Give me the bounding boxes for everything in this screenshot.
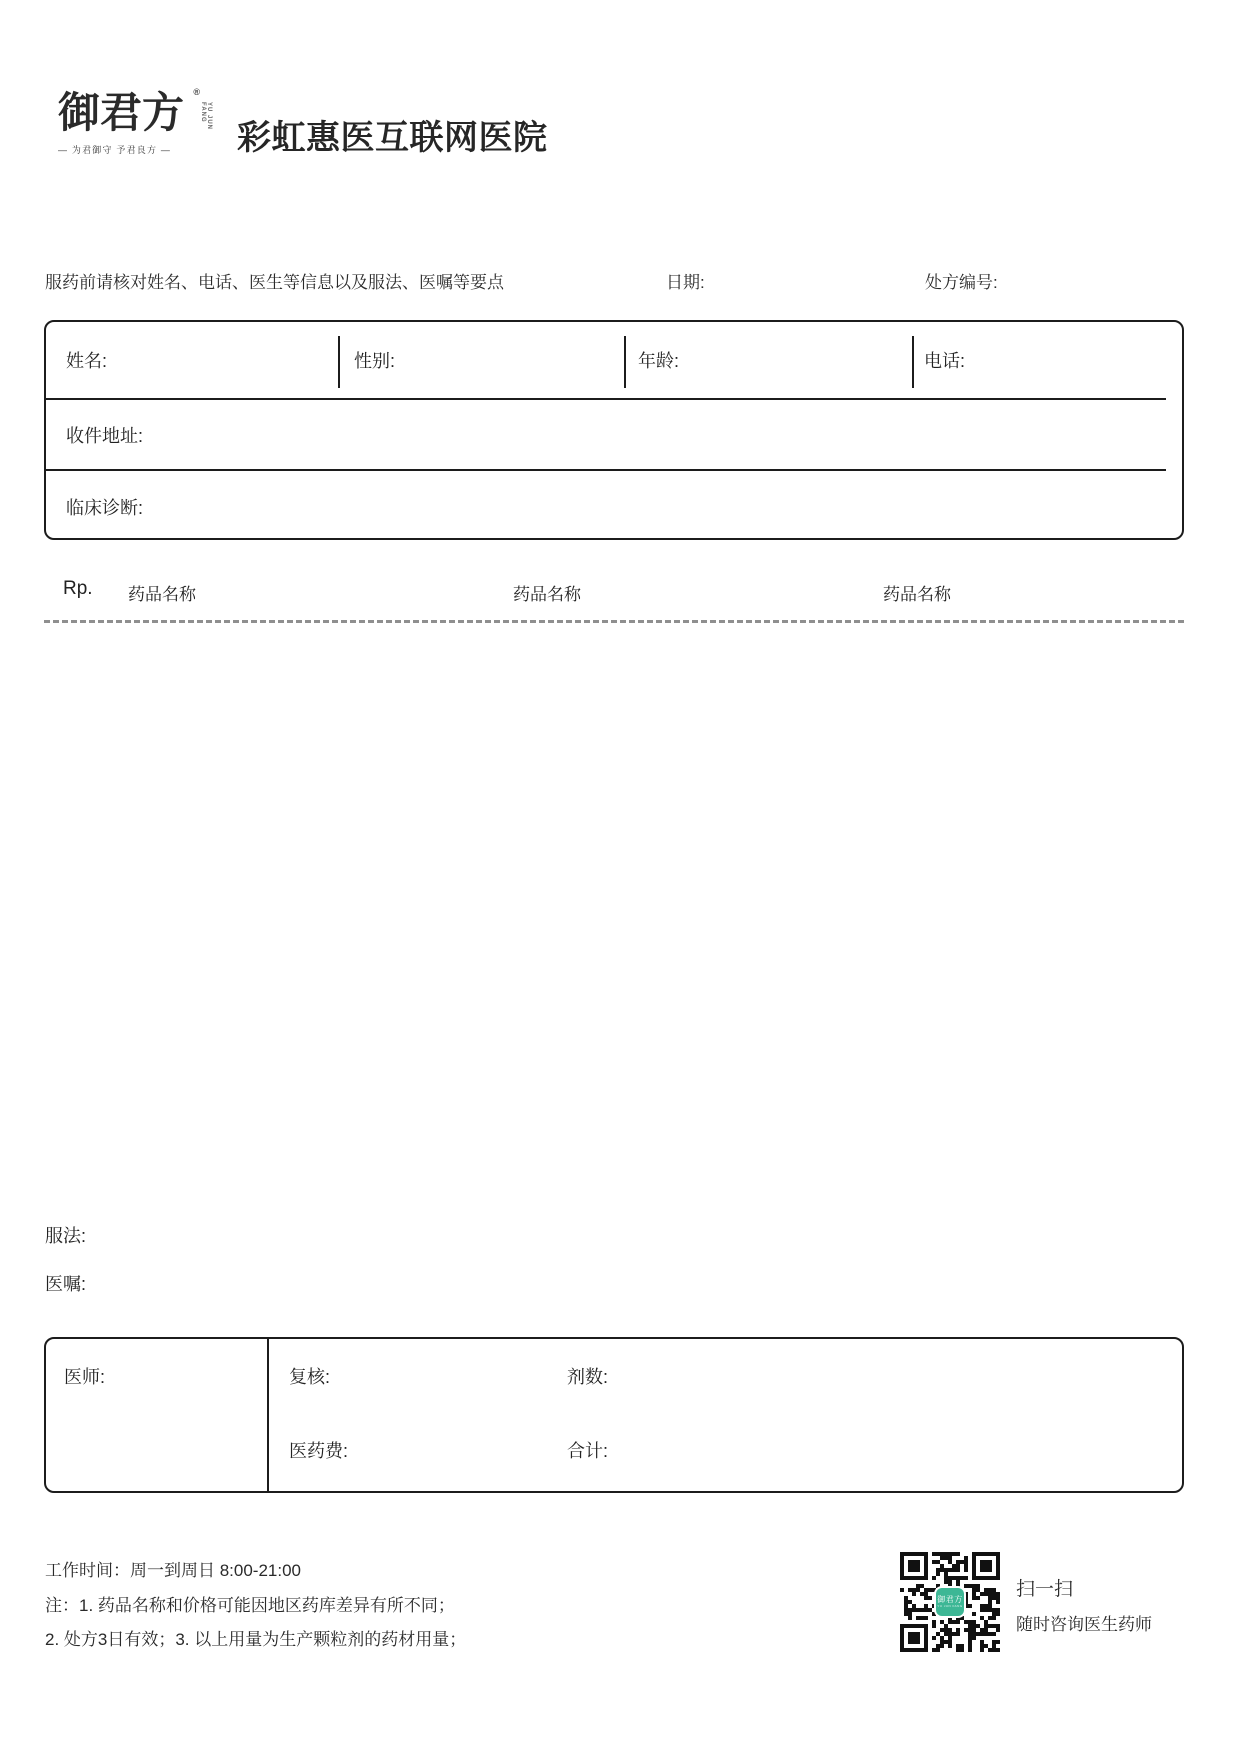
- signoff-right-panel: [269, 1339, 1182, 1491]
- qr-scan-label: 扫一扫: [1016, 1579, 1074, 1600]
- patient-row-basic: [46, 322, 1182, 398]
- footer-note-2: 2. 处方3日有效；3. 以上用量为生产颗粒剂的药材用量；: [45, 1630, 467, 1649]
- registered-trademark-icon: ®: [193, 87, 200, 97]
- hospital-title: 彩虹惠医互联网医院: [237, 119, 548, 157]
- signoff-row-1: [289, 1363, 1182, 1389]
- doses-label: 剂数:: [567, 1367, 609, 1387]
- brand-wordmark: 御君方: [58, 88, 185, 137]
- drug-name-column-2: 药品名称: [513, 585, 581, 604]
- qr-code: [900, 1552, 1000, 1652]
- usage-label: 服法:: [45, 1226, 87, 1246]
- diagnosis-label: 临床诊断:: [66, 497, 144, 518]
- qr-logo-text: 御君方: [937, 1594, 963, 1604]
- diagnosis-field: [46, 471, 1182, 542]
- brand-tagline: — 为君御守 予君良方 —: [58, 145, 172, 155]
- work-hours-text: 工作时间：周一到周日 8:00-21:00: [45, 1561, 302, 1580]
- rx-number-label: 处方编号:: [925, 273, 998, 292]
- doctor-label: 医师:: [64, 1367, 106, 1387]
- address-field: [46, 400, 1182, 469]
- gender-field: [340, 322, 624, 398]
- dashed-separator: [44, 620, 1184, 623]
- date-label: 日期:: [666, 273, 705, 292]
- phone-field: [914, 322, 1182, 398]
- drug-name-column-3: 药品名称: [883, 585, 951, 604]
- rp-label: Rp.: [63, 578, 93, 599]
- drug-name-column-1: 药品名称: [128, 585, 196, 604]
- footer-note-1: 注：1. 药品名称和价格可能因地区药库差异有所不同；: [45, 1596, 455, 1615]
- brand-logo-text: [58, 87, 212, 137]
- review-label: 复核:: [289, 1367, 331, 1387]
- verification-notice: 服药前请核对姓名、电话、医生等信息以及服法、医嘱等要点: [45, 273, 504, 292]
- advice-label: 医嘱:: [45, 1274, 87, 1294]
- qr-logo-subtext: YU JUN FANG: [937, 1603, 963, 1608]
- name-label: 姓名:: [66, 351, 108, 371]
- brand-logo: [58, 87, 212, 156]
- fee-label: 医药费:: [289, 1441, 349, 1461]
- signoff-box: [44, 1337, 1184, 1493]
- brand-vertical-text: YU JUN FANG: [200, 102, 212, 131]
- name-field: [46, 322, 338, 398]
- prescription-blank-area: [44, 632, 1184, 1212]
- gender-label: 性别:: [354, 351, 396, 371]
- total-label: 合计:: [567, 1441, 609, 1461]
- age-field: [626, 322, 912, 398]
- signoff-row-2: [289, 1437, 1182, 1463]
- address-label: 收件地址:: [66, 425, 144, 446]
- qr-scan-subtext: 随时咨询医生药师: [1016, 1615, 1152, 1634]
- patient-info-box: [44, 320, 1184, 540]
- doctor-field: [46, 1339, 269, 1491]
- qr-center-logo: [936, 1588, 964, 1616]
- phone-label: 电话:: [924, 351, 966, 371]
- age-label: 年龄:: [638, 351, 680, 371]
